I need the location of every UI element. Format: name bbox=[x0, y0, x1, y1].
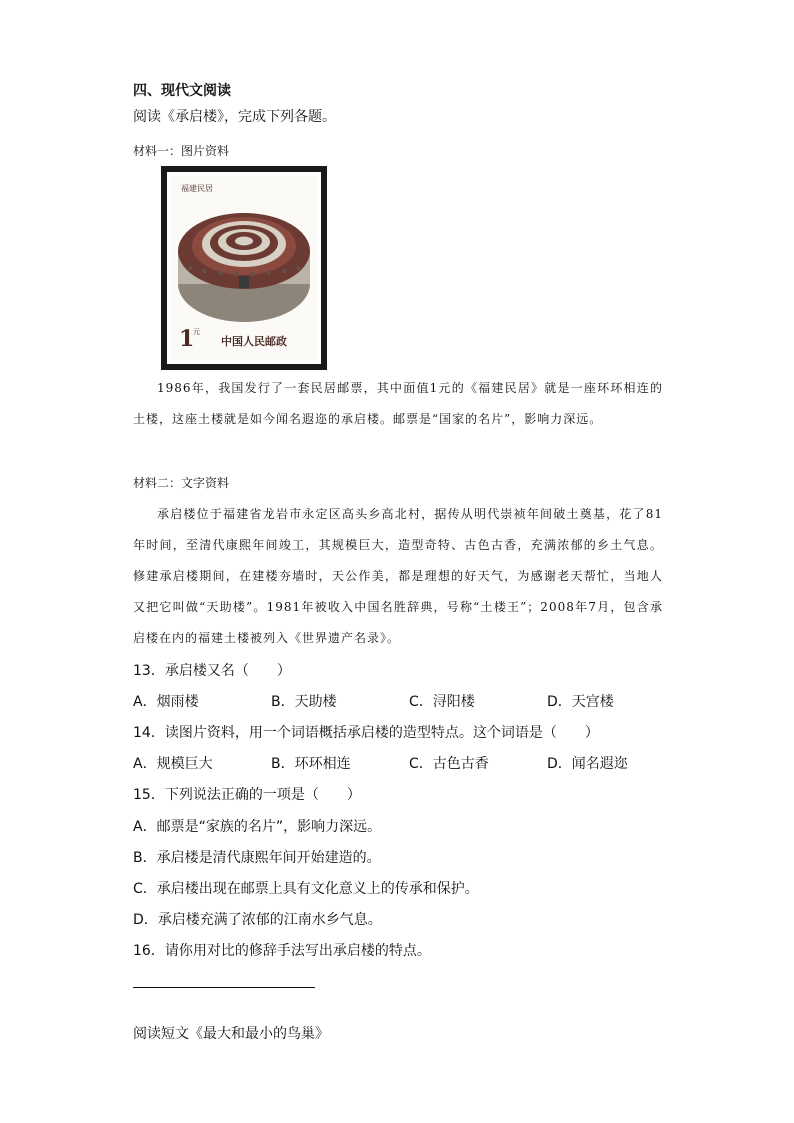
stamp-value: 1 bbox=[179, 326, 195, 352]
q13-option-b[interactable]: B．天助楼 bbox=[271, 694, 337, 710]
q14-option-c[interactable]: C．古色古香 bbox=[409, 756, 489, 772]
material-one-text: 1986年，我国发行了一套民居邮票，其中面值1元的《福建民居》就是一座环环相连的土楼，这座土楼就是如今闻名遐迩的承启楼。邮票是“国家的名片”，影响力深远。 bbox=[133, 381, 663, 426]
answer-line[interactable] bbox=[133, 987, 315, 988]
material-two-label: 材料二：文字资料 bbox=[133, 476, 230, 490]
question-13: 13．承启楼又名（ ） bbox=[133, 663, 291, 679]
stamp-top-text: 福建民居 bbox=[181, 184, 213, 193]
q15-option-d[interactable]: D．承启楼充满了浓郁的江南水乡气息。 bbox=[133, 912, 382, 928]
stamp-unit: 元 bbox=[193, 328, 200, 336]
q15-option-c[interactable]: C．承启楼出现在邮票上具有文化意义上的传承和保护。 bbox=[133, 881, 479, 897]
next-passage-title: 阅读短文《最大和最小的鸟巢》 bbox=[133, 1026, 329, 1042]
stamp-issuer: 中国人民邮政 bbox=[221, 335, 287, 348]
material-one-label: 材料一：图片资料 bbox=[133, 144, 230, 158]
material-two-text: 承启楼位于福建省龙岩市永定区高头乡高北村，据传从明代崇祯年间破土奠基，花了81年时间，至清代康熙年间竣工，其规模巨大，造型奇特、古色古香，充满浓郁的乡土气息。修建承启楼期间，在建楼夯墙时，天公作美，都是理想的好天气，为感谢老天帮忙，当地人又把它叫做“天助楼”。1981年被收入中国名胜辞典，号称“土楼王”；2008年7月，包含承启楼在内的福建土楼被列入《世界遗产名录》。 bbox=[133, 507, 663, 645]
question-14: 14．读图片资料，用一个词语概括承启楼的造型特点。这个词语是（ ） bbox=[133, 725, 599, 741]
question-15: 15．下列说法正确的一项是（ ） bbox=[133, 787, 361, 803]
question-16: 16．请你用对比的修辞手法写出承启楼的特点。 bbox=[133, 943, 431, 959]
reading-instruction: 阅读《承启楼》，完成下列各题。 bbox=[133, 109, 336, 125]
q14-option-a[interactable]: A．规模巨大 bbox=[133, 756, 213, 772]
tulou-icon bbox=[178, 213, 310, 322]
q13-option-c[interactable]: C．浔阳楼 bbox=[409, 694, 475, 710]
q13-option-a[interactable]: A．烟雨楼 bbox=[133, 694, 199, 710]
q15-option-a[interactable]: A．邮票是“家族的名片”，影响力深远。 bbox=[133, 819, 382, 835]
q14-option-d[interactable]: D．闻名遐迩 bbox=[547, 756, 628, 772]
q15-option-b[interactable]: B．承启楼是清代康熙年间开始建造的。 bbox=[133, 850, 381, 866]
section-title: 四、现代文阅读 bbox=[133, 83, 231, 99]
stamp-image bbox=[161, 166, 327, 370]
q13-option-d[interactable]: D．天宫楼 bbox=[547, 694, 614, 710]
q14-option-b[interactable]: B．环环相连 bbox=[271, 756, 351, 772]
